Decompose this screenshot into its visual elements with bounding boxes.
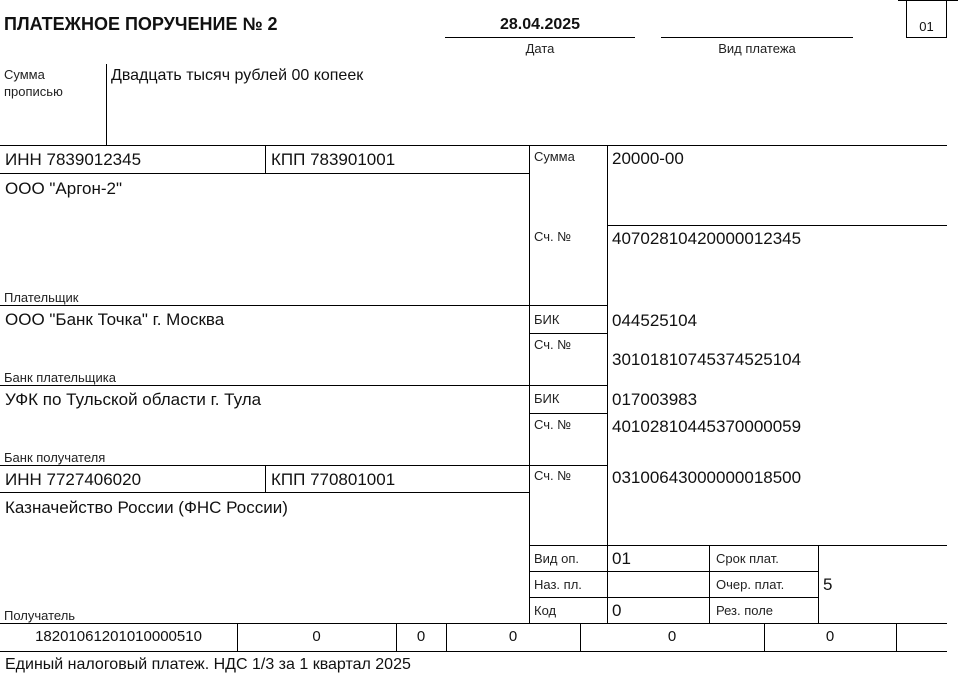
- kod-value: 0: [612, 601, 622, 620]
- form-code: 01: [919, 19, 934, 34]
- recipient-bank-name: УФК по Тульской области г. Тула: [5, 390, 262, 409]
- line-145: [0, 145, 947, 146]
- left-column-divider: [529, 145, 530, 623]
- line-225-right: [607, 225, 947, 226]
- payer-bik-value: 044525104: [612, 311, 698, 330]
- line-492: [0, 492, 529, 493]
- sum-value: 20000-00: [612, 149, 684, 168]
- ocher-label: Очер. плат.: [716, 577, 785, 592]
- line-465: [0, 465, 607, 466]
- recipient-bik-value: 017003983: [612, 390, 698, 409]
- payment-type-underline: [661, 37, 853, 38]
- line-385: [0, 385, 607, 386]
- code-box-bottom: [906, 37, 947, 38]
- payer-corr-value: 30101810745374525104: [612, 350, 802, 369]
- date-underline: [445, 37, 635, 38]
- tax-period: 0: [508, 628, 518, 645]
- ocher-value: 5: [823, 575, 833, 594]
- vid-op-value: 01: [612, 549, 631, 568]
- payer-bik-label: БИК: [534, 312, 560, 327]
- payer-bank-name: ООО "Банк Точка" г. Москва: [5, 310, 225, 329]
- kod-label: Код: [534, 603, 557, 618]
- recipient-label: Получатель: [4, 608, 76, 623]
- line-333: [529, 333, 607, 334]
- recipient-corr-value: 40102810445370000059: [612, 417, 802, 436]
- recipient-kpp: КПП 770801001: [271, 470, 396, 489]
- line-305: [0, 305, 607, 306]
- date-label: Дата: [525, 41, 555, 56]
- kpp-divider-payer: [265, 145, 266, 173]
- kpp-divider-recipient: [265, 465, 266, 492]
- payer-name: ООО "Аргон-2": [5, 179, 123, 198]
- recipient-bik-label: БИК: [534, 391, 560, 406]
- recipient-bank-label: Банк получателя: [4, 450, 106, 465]
- payment-type-label: Вид платежа: [718, 41, 796, 56]
- amount-words-label-1: Сумма: [4, 67, 45, 82]
- payer-inn: ИНН 7839012345: [5, 150, 142, 169]
- line-571: [529, 571, 819, 572]
- recipient-name: Казначейство России (ФНС России): [5, 498, 288, 517]
- recipient-account-label: Сч. №: [534, 468, 572, 483]
- codes-divider-2: [818, 545, 819, 623]
- payer-bank-label: Банк плательщика: [4, 370, 116, 385]
- document-title: ПЛАТЕЖНОЕ ПОРУЧЕНИЕ № 2: [4, 14, 278, 34]
- naz-pl-label: Наз. пл.: [534, 577, 582, 592]
- amount-words-label-2: прописью: [4, 84, 63, 99]
- document-date: 28.04.2025: [499, 16, 581, 33]
- payer-account-label: Сч. №: [534, 229, 572, 244]
- recipient-account-value: 03100643000000018500: [612, 468, 802, 487]
- payer-kpp: КПП 783901001: [271, 150, 396, 169]
- tax-div-6: [896, 623, 897, 651]
- vid-op-label: Вид оп.: [534, 551, 580, 566]
- tax-kbk: 18201061201010000510: [35, 628, 202, 645]
- tax-doc-date: 0: [825, 628, 835, 645]
- srok-label: Срок плат.: [716, 551, 779, 566]
- amount-words-divider: [106, 64, 107, 145]
- line-545: [529, 545, 947, 546]
- recipient-inn: ИНН 7727406020: [5, 470, 142, 489]
- payer-account-value: 40702810420000012345: [612, 229, 802, 248]
- payment-purpose: Единый налоговый платеж. НДС 1/3 за 1 квартал 2025: [5, 656, 411, 673]
- sum-label: Сумма: [534, 149, 575, 164]
- right-label-divider: [607, 145, 608, 623]
- line-651: [0, 651, 947, 652]
- line-413: [529, 413, 607, 414]
- line-597: [529, 597, 819, 598]
- tax-oktmo: 0: [312, 628, 321, 645]
- top-border: [898, 0, 958, 1]
- line-173: [0, 173, 529, 174]
- rez-label: Рез. поле: [716, 603, 774, 618]
- tax-basis: 0: [416, 628, 426, 645]
- payer-label: Плательщик: [4, 290, 79, 305]
- line-623: [0, 623, 947, 624]
- tax-doc-number: 0: [667, 628, 677, 645]
- recipient-corr-label: Сч. №: [534, 417, 572, 432]
- payer-corr-label: Сч. №: [534, 337, 572, 352]
- amount-words-value: Двадцать тысяч рублей 00 копеек: [111, 67, 364, 84]
- codes-divider-1: [709, 545, 710, 623]
